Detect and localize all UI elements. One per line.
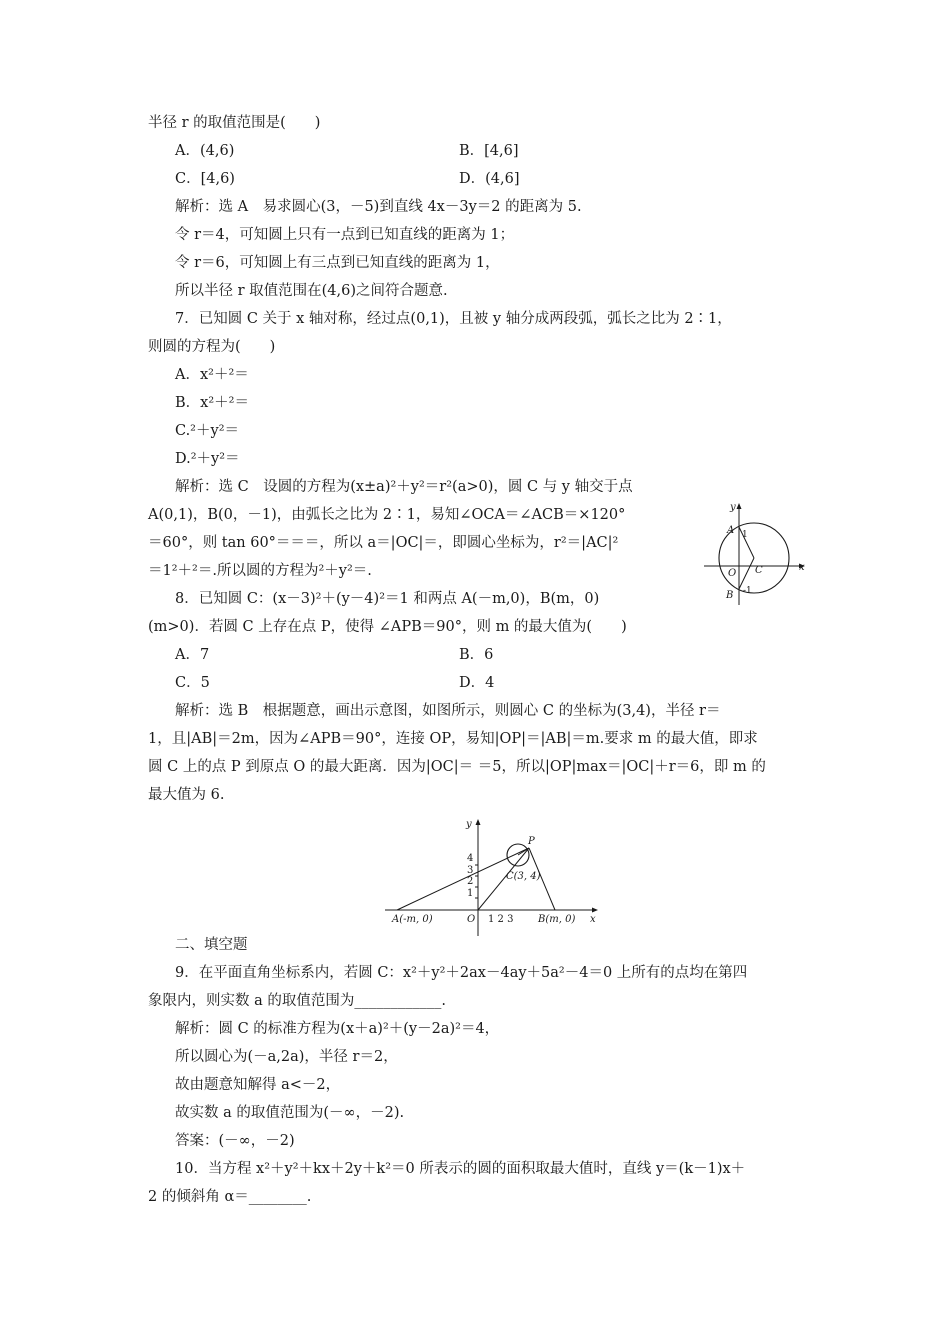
text-line: A．x²＋²＝ [175,367,249,383]
fig1-tick-1: 1 [742,530,748,540]
text-line: 故由题意知解得 a<－2， [175,1077,341,1093]
text-line: A．(4,6) [175,143,235,159]
fig2-point-a: A(-m, 0) [392,914,433,925]
geometry-figure-q8 [380,815,610,940]
text-line: 解析：选 C 设圆的方程为(x±a)²＋y²＝r²(a>0)，圆 C 与 y 轴交于点 [175,479,633,495]
fig1-point-a: A [727,525,735,536]
text-line: 半径 r 的取值范围是( ) [148,115,321,131]
text-line: 2 的倾斜角 α＝________. [148,1189,312,1205]
text-line: 二、填空题 [175,937,248,953]
fig2-point-b: B(m, 0) [538,914,576,925]
text-line: C．5 [175,675,210,691]
text-line: D．4 [459,675,495,691]
text-line: 所以半径 r 取值范围在(4,6)之间符合题意. [175,283,448,299]
text-line: 令 r＝6，可知圆上有三点到已知直线的距离为 1， [175,255,500,271]
text-line: B．[4,6] [459,143,519,159]
fig1-origin: O [728,568,737,579]
fig1-tick-neg1: -1 [743,586,752,596]
text-line: 答案：(－∞，－2) [175,1133,295,1149]
text-line: 8．已知圆 C：(x－3)²＋(y－4)²＝1 和两点 A(－m,0)，B(m，0) [175,591,600,607]
text-line: A．7 [175,647,210,663]
text-line: 7．已知圆 C 关于 x 轴对称，经过点(0,1)，且被 y 轴分成两段弧，弧长之比为 2∶1， [175,311,732,327]
text-line: 则圆的方程为( ) [148,339,276,355]
fig2-tick-4: 4 [467,853,474,864]
text-line: 故实数 a 的取值范围为(－∞，－2). [175,1105,405,1121]
text-line: C.²＋y²＝ [175,423,240,439]
text-line: D.²＋y²＝ [175,451,240,467]
fig2-tick-1: 1 [467,888,474,899]
text-line: ＝60°，则 tan 60°＝＝＝，所以 a＝|OC|＝，即圆心坐标为，r²＝|AC|² [148,535,619,551]
text-line: 解析：圆 C 的标准方程为(x＋a)²＋(y－2a)²＝4， [175,1021,500,1037]
fig2-y-label: y [466,819,472,830]
text-line: B．x²＋²＝ [175,395,249,411]
fig2-x-label: x [590,914,596,925]
fig2-point-p: P [528,836,535,847]
text-line: 象限内，则实数 a 的取值范围为____________. [148,993,446,1009]
circle-figure-q7 [700,497,810,607]
fig2-origin: O [467,914,476,925]
fig1-x-label: x [799,562,805,573]
text-line: 所以圆心为(－a,2a)，半径 r＝2， [175,1049,398,1065]
text-line: (m>0)．若圆 C 上存在点 P，使得 ∠APB＝90°，则 m 的最大值为( ) [148,619,627,635]
fig1-center-c: C [755,565,763,576]
text-line: 9．在平面直角坐标系内，若圆 C：x²＋y²＋2ax－4ay＋5a²－4＝0 上所有的点均在第四 [175,965,748,981]
text-line: 圆 C 上的点 P 到原点 O 的最大距离．因为|OC|＝ ＝5，所以|OP|max＝|OC|＋r＝6，即 m 的 [148,759,766,775]
text-line: 令 r＝4，可知圆上只有一点到已知直线的距离为 1； [175,227,515,243]
text-line: 解析：选 A 易求圆心(3，－5)到直线 4x－3y＝2 的距离为 5. [175,199,582,215]
fig2-tick-2: 2 [467,876,474,887]
text-line: C．[4,6) [175,171,235,187]
text-line: D．(4,6] [459,171,520,187]
fig1-y-label: y [730,502,736,513]
text-line: 10．当方程 x²＋y²＋kx＋2y＋k²＝0 所表示的圆的面积取最大值时，直线 y＝(k－1)x＋ [175,1161,746,1177]
text-line: 1，且|AB|＝2m，因为∠APB＝90°，连接 OP，易知|OP|＝|AB|＝m.要求 m 的最大值，即求 [148,731,758,747]
text-line: B．6 [459,647,494,663]
fig2-x-ticks: 1 2 3 [488,914,514,925]
fig2-center-label: C(3, 4) [506,871,541,882]
text-line: A(0,1)，B(0，－1)，由弧长之比为 2∶1，易知∠OCA＝∠ACB＝×120° [148,507,626,523]
text-line: 解析：选 B 根据题意，画出示意图，如图所示，则圆心 C 的坐标为(3,4)，半径 r＝ [175,703,721,719]
fig1-point-b: B [726,590,734,601]
text-line: 最大值为 6. [148,787,225,803]
text-line: ＝1²＋²＝.所以圆的方程为²＋y²＝. [148,563,372,579]
fig2-tick-3: 3 [467,865,474,876]
